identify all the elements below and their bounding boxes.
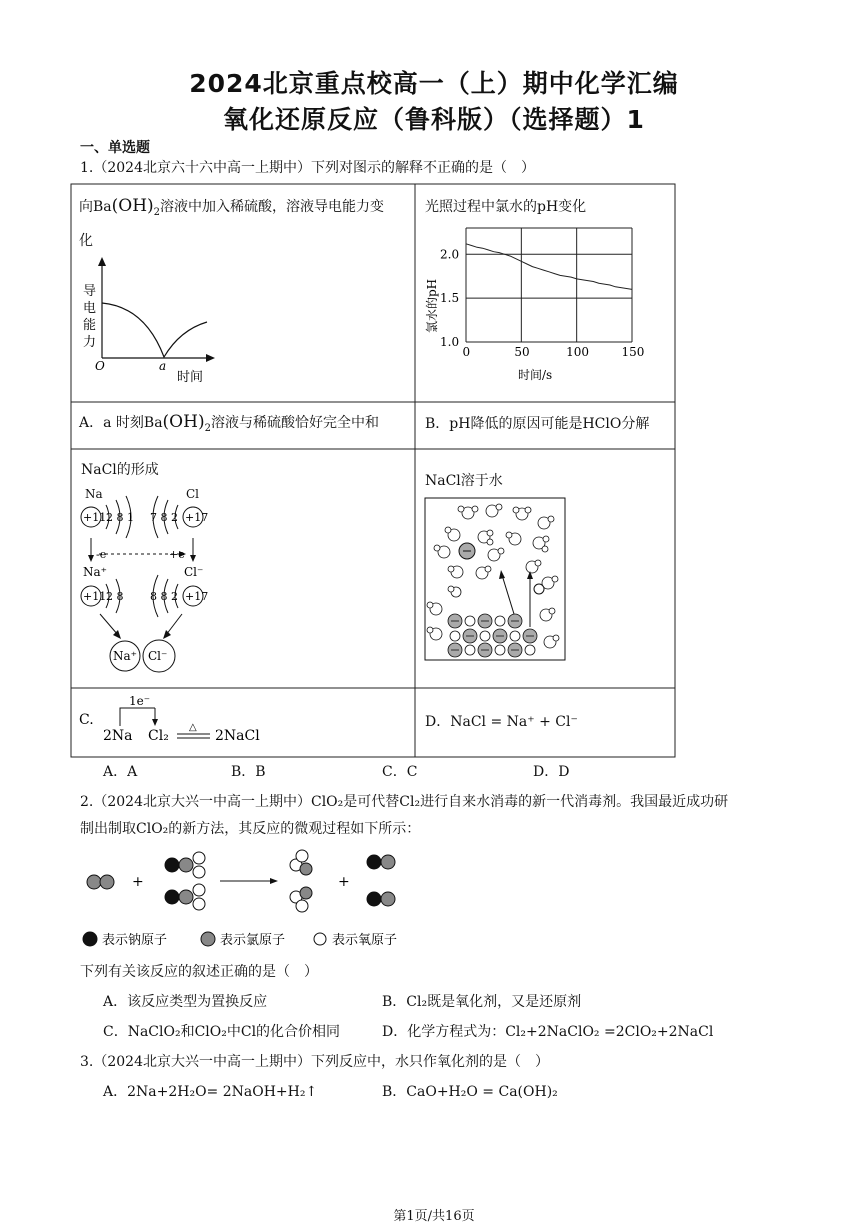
na-ion-label: Na⁺: [83, 565, 107, 579]
q2-stem-line1: 2.（2024北京大兴一中高一上期中）ClO₂是可代替Cl₂进行自来水消毒的新一代消毒剂。我国最近成功研: [80, 794, 729, 810]
option-a: A．a 时刻$Ba(OH)_2$溶液与稀硫酸恰好完全中和: [79, 412, 379, 434]
ph-chart: [418, 218, 648, 388]
option-b: B．pH降低的原因可能是HClO分解: [425, 416, 650, 432]
cell-c-description: NaCl的形成: [81, 462, 159, 478]
legend-oxygen: 表示氧原子: [332, 933, 398, 948]
plus-sign-left: +: [132, 874, 144, 890]
product-nacl: 2NaCl: [215, 728, 260, 744]
page-footer: 第1页/共16页: [393, 1209, 475, 1224]
cl-ion-charge: +17: [185, 590, 209, 603]
reactant-cl2: Cl₂: [148, 728, 169, 744]
q2-option-b[interactable]: B．Cl₂既是氧化剂，又是还原剂: [382, 994, 582, 1010]
na-shells: 2 8 1: [106, 511, 134, 524]
section-heading: 一、单选题: [80, 140, 150, 156]
cell-a-description: 向$Ba(OH)_2$溶液中加入稀硫酸，溶液导电能力变: [79, 196, 385, 218]
cl-atom-label: Cl: [186, 487, 200, 501]
cell-a-description-line2: 化: [79, 233, 93, 249]
sodium-legend-marker: [83, 932, 97, 946]
q2-option-d[interactable]: D．化学方程式为：Cl₂+2NaClO₂ =2ClO₂+2NaCl: [382, 1024, 714, 1040]
cell-d-description: NaCl溶于水: [425, 473, 503, 489]
q3-stem: 3.（2024北京大兴一中高一上期中）下列反应中，水只作氧化剂的是（ ）: [80, 1054, 549, 1070]
answer-choice-b[interactable]: B．B: [231, 764, 266, 780]
legend-chlorine: 表示氯原子: [220, 933, 286, 948]
x-axis-label: 时间: [177, 370, 204, 385]
q1-stem: 1.（2024北京六十六中高一上期中）下列对图示的解释不正确的是（ ）: [80, 160, 535, 176]
chlorine-legend-marker: [201, 932, 215, 946]
cl-ion-symbol: Cl⁻: [148, 649, 168, 663]
na-ion-charge: +11: [83, 590, 107, 603]
cl-shells: 7 8 2: [150, 511, 178, 524]
x-tick-label: 50: [514, 345, 530, 359]
q2-option-a[interactable]: A．该反应类型为置换反应: [103, 994, 268, 1010]
y-label-char-1: 导: [83, 284, 97, 299]
y-tick-label: 1.0: [440, 335, 460, 349]
ph-y-axis-label: 氯水的pH: [425, 278, 439, 333]
option-d: D．NaCl = Na⁺ + Cl⁻: [425, 714, 578, 730]
q2-stem-line2: 制出制取ClO₂的新方法，其反应的微观过程如下所示：: [80, 821, 421, 837]
heat-condition: △: [189, 722, 197, 733]
cl-ion-label: Cl⁻: [184, 565, 204, 579]
electron-loss-label: -e: [96, 548, 107, 561]
x-tick-label: 150: [621, 345, 645, 359]
oxygen-legend-marker: [314, 933, 326, 945]
q2-option-c[interactable]: C．NaClO₂和ClO₂中Cl的化合价相同: [103, 1024, 341, 1040]
nacl-dissolving-diagram: [424, 497, 566, 662]
y-label-char-4: 力: [83, 335, 97, 350]
y-tick-label: 1.5: [440, 291, 460, 306]
electron-gain-label: +e: [169, 548, 185, 561]
electron-transfer-label: 1e⁻: [129, 694, 151, 708]
reaction-micro-diagram: [80, 848, 420, 914]
reactant-na: 2Na: [103, 728, 133, 744]
doc-title-line1: 2024北京重点校高一（上）期中化学汇编: [189, 69, 679, 98]
point-a-label: a: [159, 359, 167, 373]
ph-series-line: [466, 244, 632, 290]
cl-nucleus-charge: +17: [185, 511, 209, 524]
conductivity-curve: [102, 303, 207, 357]
y-label-char-2: 电: [83, 301, 97, 316]
na-ion-symbol: Na⁺: [113, 649, 137, 663]
y-tick-label: 2.0: [440, 247, 460, 262]
option-c-equation: [75, 692, 275, 748]
na-ion-shells: 2 8: [106, 590, 124, 603]
conductivity-graph: [75, 255, 225, 385]
atom-legend: [80, 928, 420, 950]
nacl-formation-diagram: [72, 480, 312, 680]
answer-choice-c[interactable]: C．C: [382, 764, 418, 780]
x-tick-label: 100: [566, 345, 590, 359]
answer-choice-a[interactable]: A．A: [103, 764, 138, 780]
origin-label: O: [95, 359, 105, 373]
option-c-prefix: C.: [79, 712, 94, 728]
doc-title-line2: 氧化还原反应（鲁科版）（选择题）1: [223, 105, 645, 134]
plus-sign-right: +: [338, 874, 350, 890]
cl-ion-shells: 8 8 2: [150, 590, 178, 603]
q3-option-a[interactable]: A．2Na+2H₂O= 2NaOH+H₂↑: [103, 1084, 318, 1100]
q3-option-b[interactable]: B．CaO+H₂O = Ca(OH)₂: [382, 1084, 558, 1100]
na-atom-label: Na: [85, 487, 103, 501]
na-nucleus-charge: +11: [83, 511, 107, 524]
ph-x-axis-label: 时间/s: [518, 368, 553, 382]
x-tick-label: 0: [462, 345, 471, 359]
q2-prompt: 下列有关该反应的叙述正确的是（ ）: [80, 964, 318, 980]
y-label-char-3: 能: [83, 318, 97, 333]
cell-b-description: 光照过程中氯水的pH变化: [425, 199, 587, 215]
answer-choice-d[interactable]: D．D: [533, 764, 570, 780]
legend-sodium: 表示钠原子: [102, 933, 168, 948]
